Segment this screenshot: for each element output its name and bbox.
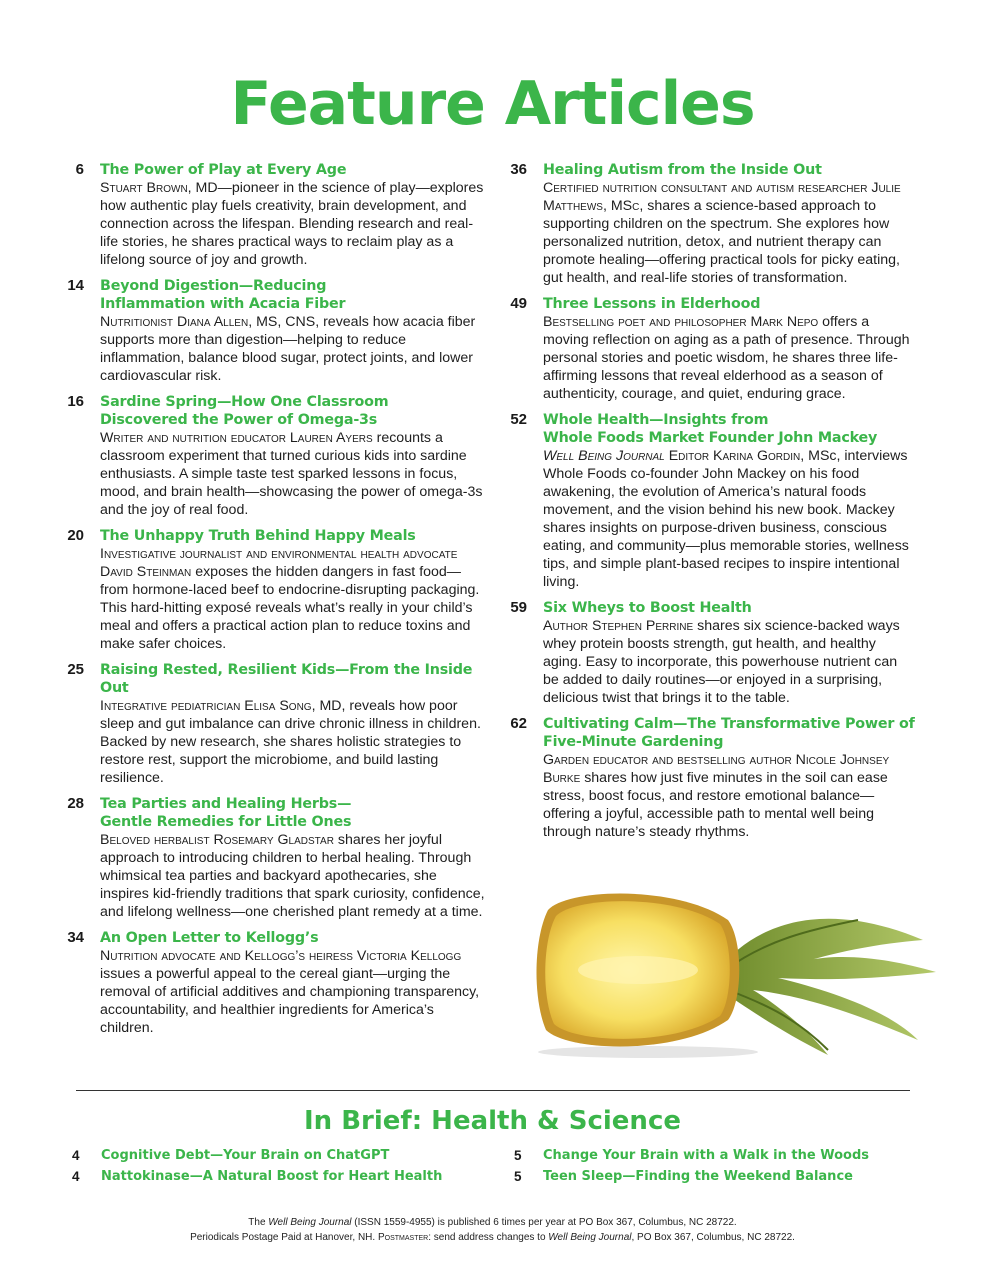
page-number: 34: [67, 929, 84, 946]
article-title-line: An Open Letter to Kellogg’s: [100, 930, 319, 946]
article-lead: Nutritionist Diana Allen: [100, 314, 249, 330]
brief-title-link[interactable]: Nattokinase—A Natural Boost for Heart Health: [101, 1169, 443, 1184]
brief-item: [514, 1166, 869, 1187]
article-lead-italic: Well Being Journal: [543, 448, 665, 464]
in-brief-title: In Brief: Health & Science: [304, 1106, 681, 1136]
feature-list-right: [503, 161, 915, 849]
page-number: 62: [510, 715, 527, 732]
article-title[interactable]: [543, 715, 915, 751]
article-body: [100, 527, 485, 653]
article-description: [543, 617, 915, 707]
article-title[interactable]: [100, 795, 485, 831]
article-title[interactable]: [543, 161, 915, 179]
article-entry: [503, 715, 915, 841]
article-entry: [60, 661, 485, 787]
article-description: [543, 313, 915, 403]
page-number: 14: [67, 277, 84, 294]
article-body: [543, 295, 915, 403]
article-text: offers a moving reflection on aging as a path of presence. Through personal stories and poetic wisdom, he shares three life-affirming lessons that reveal elderhood as a season of authenticity, courage, and quiet, enduring grace.: [543, 314, 910, 402]
article-title-line: The Unhappy Truth Behind Happy Meals: [100, 528, 416, 544]
article-title[interactable]: [100, 277, 485, 313]
brief-page-number: 5: [514, 1148, 522, 1163]
page-number: 49: [510, 295, 527, 312]
article-title-line: Cultivating Calm—The Transformative Power of: [543, 716, 915, 732]
article-title-line: The Power of Play at Every Age: [100, 162, 347, 178]
article-entry: [503, 411, 915, 591]
article-title[interactable]: [100, 661, 485, 697]
article-description: [543, 751, 915, 841]
article-title-line: Six Wheys to Boost Health: [543, 600, 752, 616]
brief-item: [514, 1145, 869, 1166]
article-title[interactable]: [100, 527, 485, 545]
article-description: [543, 179, 915, 287]
article-lead: Investigative journalist and environmental health advocate David Steinman: [100, 546, 458, 580]
article-title-line: Discovered the Power of Omega-3s: [100, 412, 378, 428]
page-number: 59: [510, 599, 527, 616]
article-text: shares six science-backed ways whey protein boosts strength, gut health, and healthy aging. Easy to incorporate, this powerhouse nutrient can be added to daily routines—or enjoyed in a surprising, delicious twist that brings it to the table.: [543, 618, 900, 706]
article-description: [100, 179, 485, 269]
article-text: , shares a science-based approach to supporting children on the spectrum. She explores how personalized nutrition, detox, and nutrient therapy can promote healing—offering practical tools for picky eating, gut health, and real-life stories of transformation.: [543, 198, 900, 286]
article-lead: Integrative pediatrician Elisa Song: [100, 698, 312, 714]
article-text: exposes the hidden dangers in fast food—from hormone-laced beef to endocrine-disrupting packaging. This hard-hitting exposé reveals what’s really in your child’s meal and offers a practical action plan to reduce toxins and make safer choices.: [100, 564, 480, 652]
article-lead: Editor Karina Gordin: [664, 448, 801, 464]
article-body: [543, 161, 915, 287]
article-title-line: Raising Rested, Resilient Kids—From the Inside Out: [100, 662, 473, 696]
article-text: , MSc, interviews Whole Foods co-founder John Mackey on his food awakening, the evolution of America’s natural foods movement, and the vision behind his new book. Mackey shares insights on purpose-driven business, conscious eating, and community—plus memorable stories, wellness tips, and simple plant-based recipes to inspire intentional living.: [543, 448, 909, 590]
article-lead: Stuart Brown, MD: [100, 180, 218, 196]
in-brief-list-right: [514, 1145, 869, 1187]
section-divider: [76, 1090, 910, 1091]
article-lead: Author Stephen Perrine: [543, 618, 694, 634]
brief-page-number: 5: [514, 1169, 522, 1184]
page-number: 25: [67, 661, 84, 678]
article-title[interactable]: [543, 411, 915, 447]
article-body: [100, 795, 485, 921]
article-text: recounts a classroom experiment that turned curious kids into sardine enthusiasts. A simple taste test sparked lessons in focus, mood, and brain health—showcasing the power of omega-3s and the joy of real food.: [100, 430, 483, 518]
page-number: 16: [67, 393, 84, 410]
article-body: [100, 277, 485, 385]
footer-line-1: The Well Being Journal (ISSN 1559-4955) is published 6 times per year at PO Box 367, Columbus, NC 28722.: [248, 1217, 737, 1228]
article-text: issues a powerful appeal to the cereal giant—urging the removal of artificial additives and championing transparency, accountability, and healthier ingredients for America’s children.: [100, 966, 480, 1036]
article-entry: [503, 161, 915, 287]
article-description: [100, 831, 485, 921]
article-title-line: Three Lessons in Elderhood: [543, 296, 761, 312]
article-description: [100, 545, 485, 653]
brief-title-link[interactable]: Change Your Brain with a Walk in the Woods: [543, 1148, 870, 1163]
article-entry: [60, 527, 485, 653]
article-entry: [60, 393, 485, 519]
page-title: Feature Articles: [230, 69, 755, 139]
footer-line-2: Periodicals Postage Paid at Hanover, NH. Postmaster: send address changes to Well Being Journal, PO Box 367, Columbus, NC 28722.: [190, 1232, 795, 1243]
article-entry: [60, 929, 485, 1037]
article-entry: [503, 599, 915, 707]
article-description: [100, 313, 485, 385]
brief-item: [72, 1166, 442, 1187]
page-number: 28: [67, 795, 84, 812]
pineapple-image: [528, 880, 938, 1060]
article-title-line: Five-Minute Gardening: [543, 734, 724, 750]
article-lead: Nutrition advocate and Kellogg’s heiress Victoria Kellogg: [100, 948, 462, 964]
brief-page-number: 4: [72, 1169, 80, 1184]
article-text: , MS, CNS, reveals how acacia fiber supports more than digestion—helping to reduce inflammation, balance blood sugar, protect joints, and lower cardiovascular risk.: [100, 314, 476, 384]
article-text: —pioneer in the science of play—explores how authentic play fuels creativity, brain development, and connection across the lifespan. Blending research and real-life stories, he shares practical ways to reclaim play as a lifelong source of joy and growth.: [100, 180, 484, 268]
article-description: [100, 947, 485, 1037]
article-title-line: Healing Autism from the Inside Out: [543, 162, 822, 178]
article-description: [543, 447, 915, 591]
article-lead: Garden educator and bestselling author Nicole Johnsey Burke: [543, 752, 890, 786]
article-title[interactable]: [100, 393, 485, 429]
article-lead: Bestselling poet and philosopher Mark Nepo: [543, 314, 819, 330]
page-number: 52: [510, 411, 527, 428]
feature-list-left: [60, 161, 485, 1045]
brief-page-number: 4: [72, 1148, 80, 1163]
article-entry: [60, 277, 485, 385]
article-body: [100, 161, 485, 269]
article-title[interactable]: [100, 161, 485, 179]
page-number: 20: [67, 527, 84, 544]
page-number: 6: [75, 161, 84, 178]
article-entry: [60, 161, 485, 269]
article-body: [543, 715, 915, 841]
article-body: [543, 411, 915, 591]
page-number: 36: [510, 161, 527, 178]
article-lead: Writer and nutrition educator Lauren Ayers: [100, 430, 373, 446]
article-title-line: Inflammation with Acacia Fiber: [100, 296, 346, 312]
article-body: [100, 393, 485, 519]
brief-title-link[interactable]: Cognitive Debt—Your Brain on ChatGPT: [101, 1148, 390, 1163]
brief-title-link[interactable]: Teen Sleep—Finding the Weekend Balance: [543, 1169, 853, 1184]
article-title-line: Sardine Spring—How One Classroom: [100, 394, 389, 410]
article-lead: Beloved herbalist Rosemary Gladstar: [100, 832, 334, 848]
article-body: [100, 661, 485, 787]
article-lead: Certified nutrition consultant and autism researcher Julie Matthews, MSc: [543, 180, 901, 214]
article-title[interactable]: [543, 599, 915, 617]
article-title[interactable]: [543, 295, 915, 313]
article-body: [100, 929, 485, 1037]
article-title-line: Whole Foods Market Founder John Mackey: [543, 430, 878, 446]
article-text: shares her joyful approach to introducing children to herbal healing. Through whimsical tea parties and backyard apothecaries, she inspires kid-friendly traditions that spark curiosity, confidence, and lifelong wellness—one cherished plant remedy at a time.: [100, 832, 485, 920]
in-brief-list-left: [72, 1145, 442, 1187]
article-body: [543, 599, 915, 707]
article-description: [100, 429, 485, 519]
publication-footer: [0, 1215, 985, 1245]
article-title-line: Tea Parties and Healing Herbs—: [100, 796, 352, 812]
article-title-line: Beyond Digestion—Reducing: [100, 278, 327, 294]
article-text: shares how just five minutes in the soil can ease stress, boost focus, and restore emotional balance—offering a joyful, accessible path to mental well being through nature’s steady rhythms.: [543, 770, 888, 840]
article-title-line: Gentle Remedies for Little Ones: [100, 814, 352, 830]
article-text: , MD, reveals how poor sleep and gut imbalance can drive chronic illness in children. Backed by new research, she shares holistic strategies to restore rest, support the microbiome, and build lasting resilience.: [100, 698, 481, 786]
brief-item: [72, 1145, 442, 1166]
article-title[interactable]: [100, 929, 485, 947]
article-description: [100, 697, 485, 787]
article-title-line: Whole Health—Insights from: [543, 412, 769, 428]
article-entry: [503, 295, 915, 403]
article-entry: [60, 795, 485, 921]
